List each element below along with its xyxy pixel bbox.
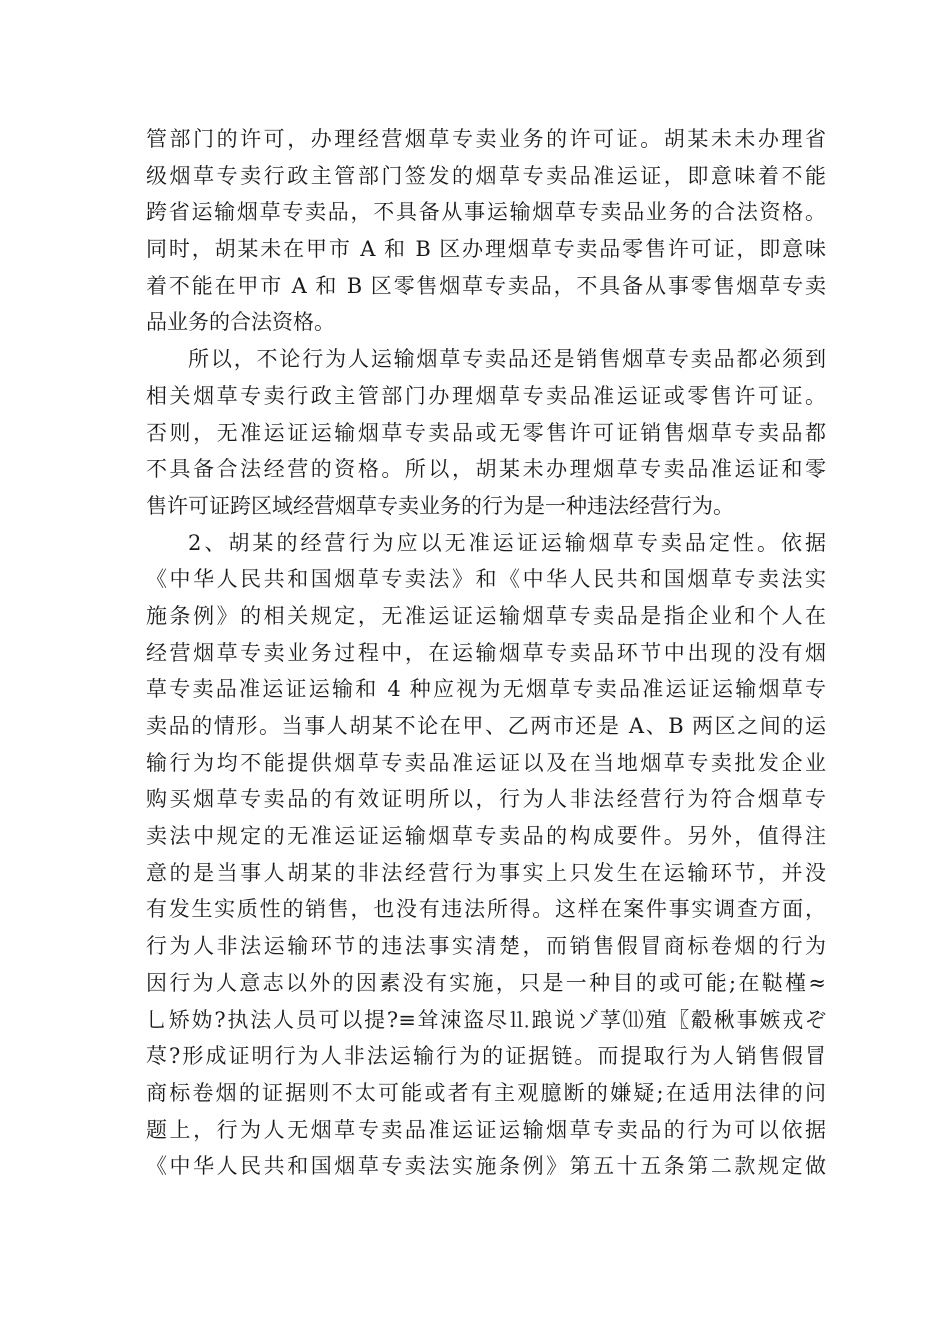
text-line: 施条例》的相关规定，无准运证运输烟草专卖品是指企业和个人在 xyxy=(146,603,826,628)
text-line: 着不能在甲市 A 和 B 区零售烟草专卖品，不具备从事零售烟草专卖 xyxy=(146,273,826,298)
text-line: 否则，无准运证运输烟草专卖品或无零售许可证销售烟草专卖品都 xyxy=(146,420,826,445)
text-line: 跨省运输烟草专卖品，不具备从事运输烟草专卖品业务的合法资格。 xyxy=(146,200,826,225)
text-line: 级烟草专卖行政主管部门签发的烟草专卖品准运证，即意味着不能 xyxy=(146,163,826,188)
body-text xyxy=(146,121,826,1185)
text-line: 品业务的合法资格。 xyxy=(146,310,335,335)
text-line: 相关烟草专卖行政主管部门办理烟草专卖品准运证或零售许可证。 xyxy=(146,383,826,408)
text-line: 题上，行为人无烟草专卖品准运证运输烟草专卖品的行为可以依据 xyxy=(146,1117,826,1142)
text-line: 商标卷烟的证据则不太可能或者有主观臆断的嫌疑;在适用法律的问 xyxy=(146,1080,826,1105)
text-line: 《中华人民共和国烟草专卖法实施条例》第五十五条第二款规定做 xyxy=(146,1154,826,1179)
paragraph-first-line: 2、胡某的经营行为应以无准运证运输烟草专卖品定性。依据 xyxy=(188,530,826,555)
text-line: 同时，胡某未在甲市 A 和 B 区办理烟草专卖品零售许可证，即意味 xyxy=(146,237,826,262)
text-line: 购买烟草专卖品的有效证明所以，行为人非法经营行为符合烟草专 xyxy=(146,787,826,812)
text-line: 荩?形成证明行为人非法运输行为的证据链。而提取行为人销售假冒 xyxy=(146,1044,826,1069)
text-line: 不具备合法经营的资格。所以，胡某未办理烟草专卖品准运证和零 xyxy=(146,457,826,482)
paragraph-first-line: 所以，不论行为人运输烟草专卖品还是销售烟草专卖品都必须到 xyxy=(188,347,826,372)
text-line: 管部门的许可，办理经营烟草专卖业务的许可证。胡某未未办理省 xyxy=(146,127,826,151)
text-line: 售许可证跨区域经营烟草专卖业务的行为是一种违法经营行为。 xyxy=(146,493,734,518)
text-line: 草专卖品准运证运输和 4 种应视为无烟草专卖品准运证运输烟草专 xyxy=(146,677,826,702)
text-line: 《中华人民共和国烟草专卖法》和《中华人民共和国烟草专卖法实 xyxy=(146,567,826,592)
text-line: 乚矫妫?执法人员可以提?≡耸涑盗尽⒒踉说ゾ莩⑾殖〖觳楸事嫉戎ぞ xyxy=(146,1007,826,1032)
text-line: 行为人非法运输环节的违法事实清楚，而销售假冒商标卷烟的行为 xyxy=(146,934,826,959)
text-line: 输行为均不能提供烟草专卖品准运证以及在当地烟草专卖批发企业 xyxy=(146,750,826,775)
text-line: 经营烟草专卖业务过程中，在运输烟草专卖品环节中出现的没有烟 xyxy=(146,640,826,665)
text-line: 有发生实质性的销售，也没有违法所得。这样在案件事实调查方面， xyxy=(146,897,826,922)
text-line: 卖品的情形。当事人胡某不论在甲、乙两市还是 A、B 两区之间的运 xyxy=(146,714,826,738)
text-line: 卖法中规定的无准运证运输烟草专卖品的构成要件。另外，值得注 xyxy=(146,824,826,849)
text-line: 意的是当事人胡某的非法经营行为事实上只发生在运输环节，并没 xyxy=(146,860,826,885)
text-line: 因行为人意志以外的因素没有实施，只是一种目的或可能;在鞑槿≈ xyxy=(146,970,826,995)
